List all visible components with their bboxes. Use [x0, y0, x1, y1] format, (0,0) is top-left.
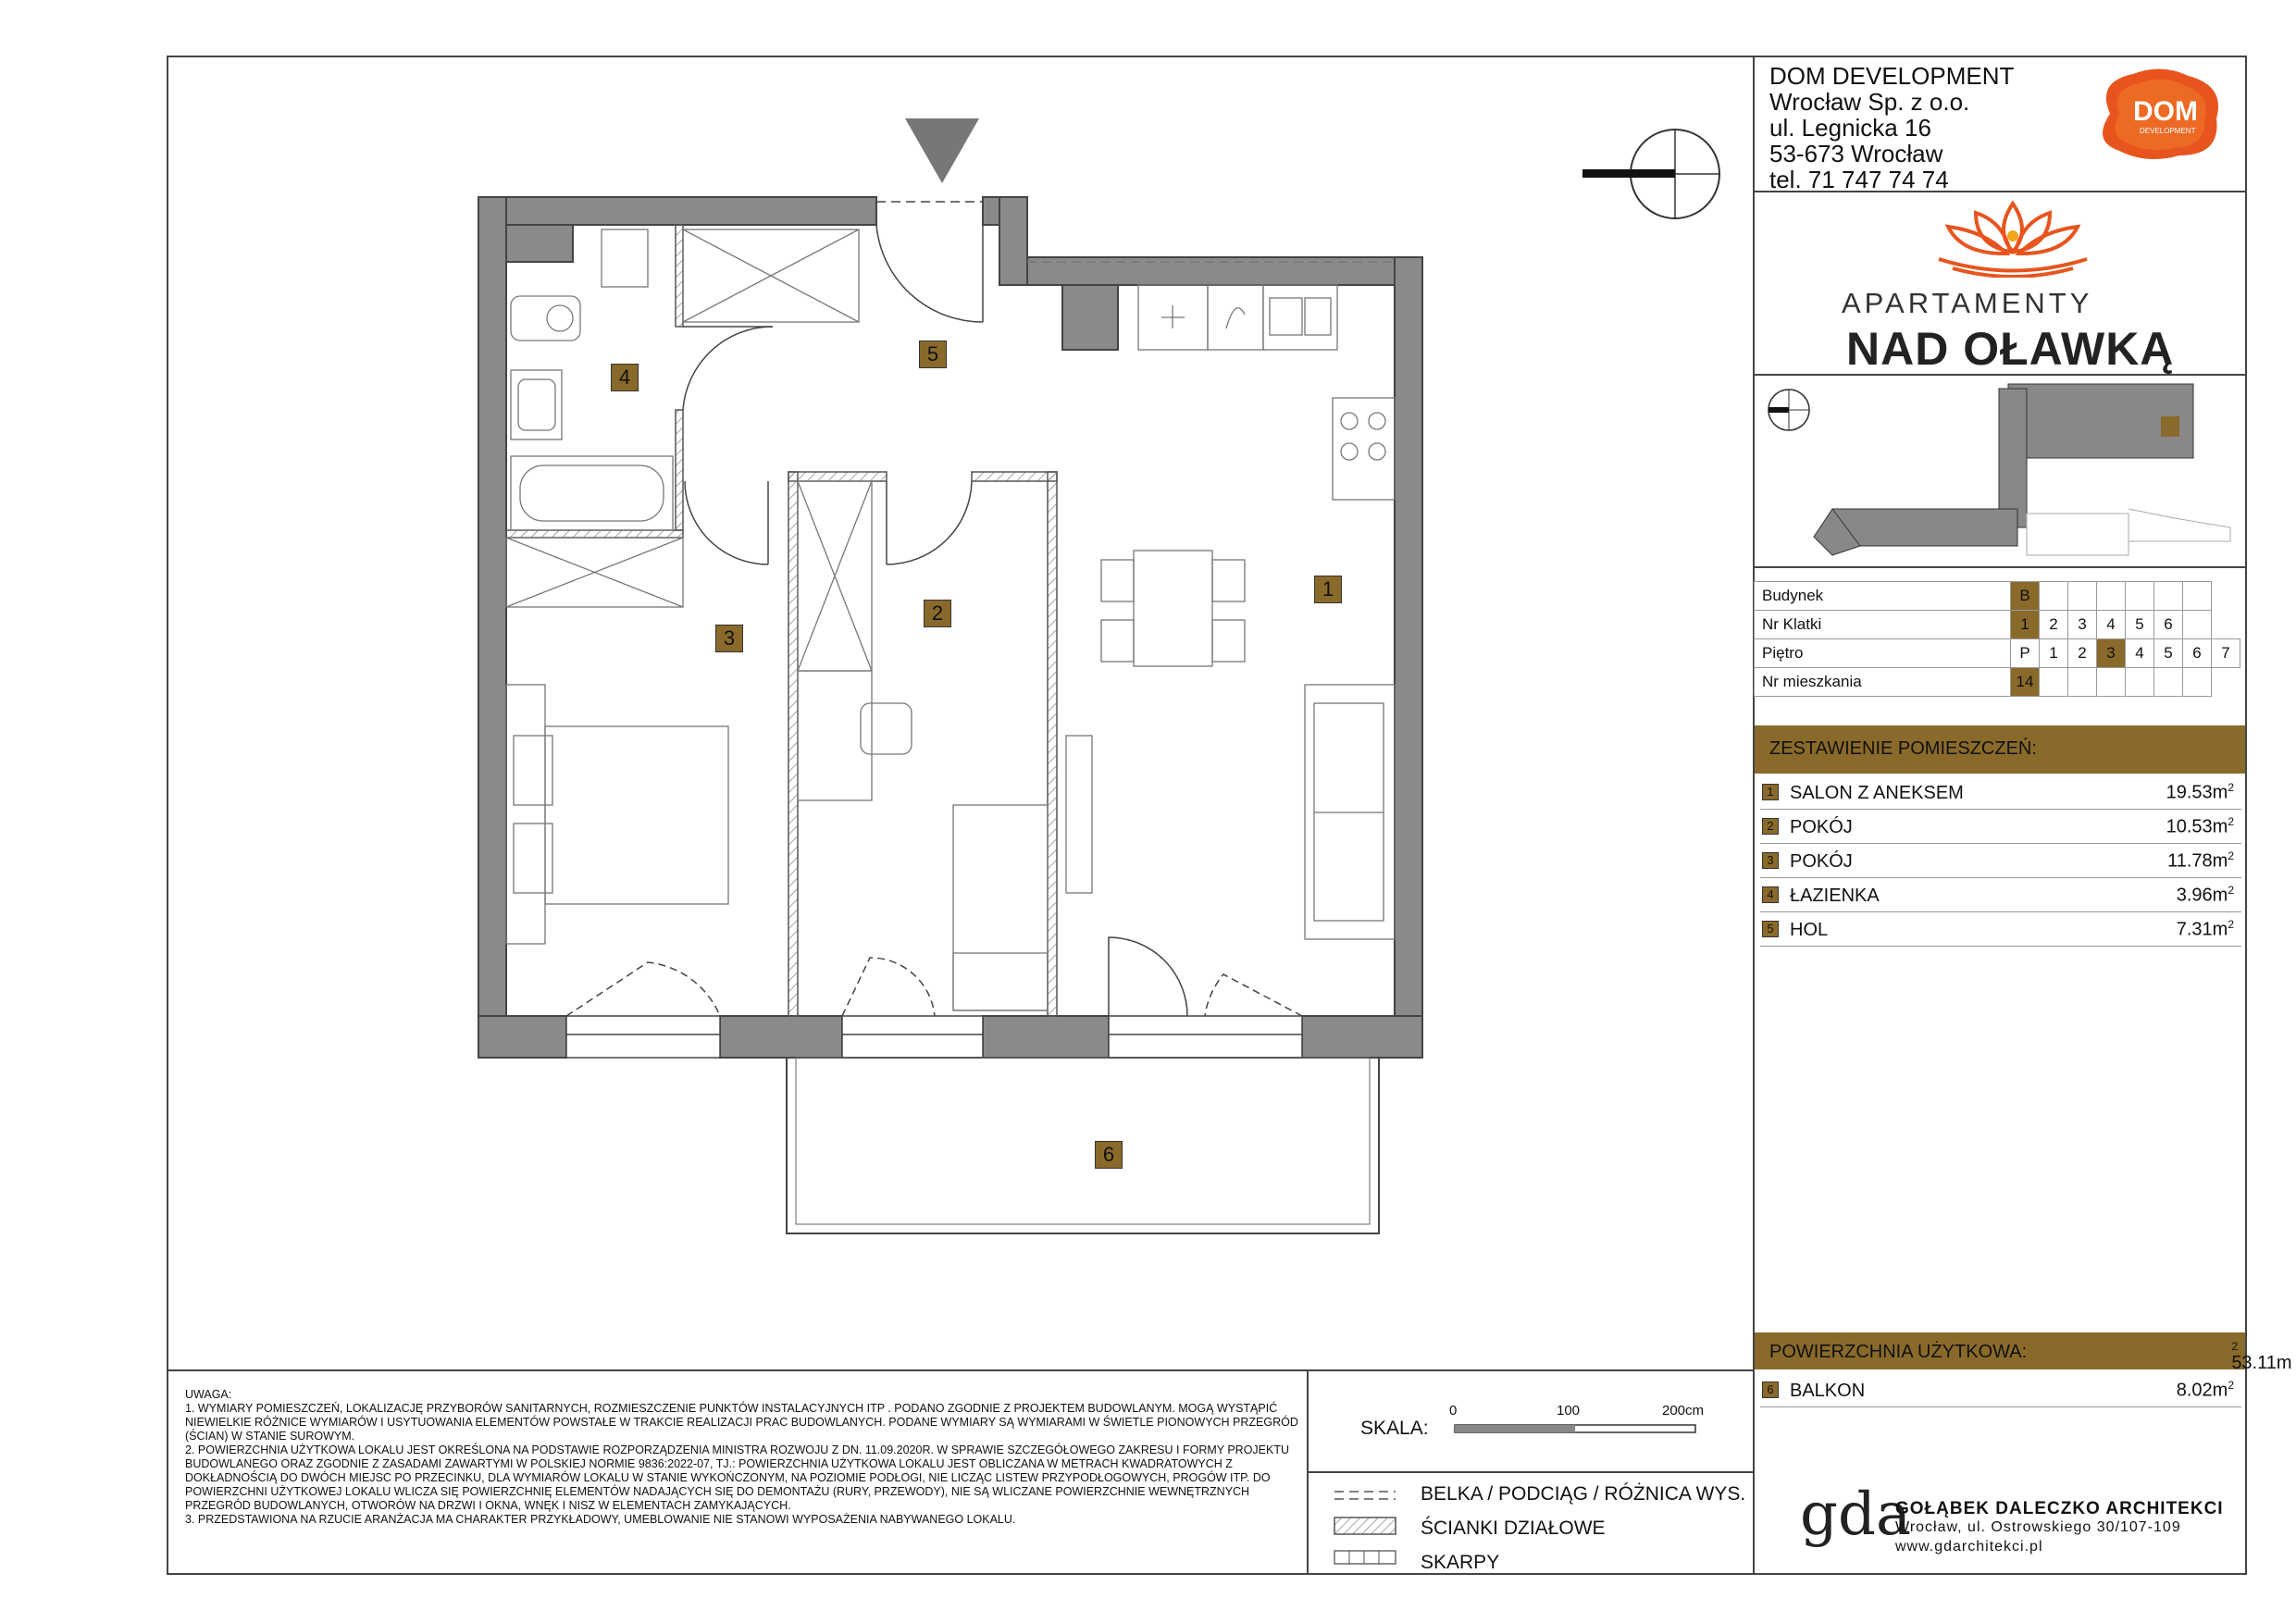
company-info — [1769, 63, 2014, 192]
room-name: POKÓJ — [1790, 817, 1853, 837]
company-name: DOM DEVELOPMENT — [1769, 62, 2015, 90]
room-name: HOL — [1790, 920, 1829, 940]
divider-legend — [1307, 1471, 1753, 1473]
gda-logo: gda — [1800, 1481, 1912, 1549]
room-row-4 — [1760, 878, 2241, 912]
divider-notes — [167, 1369, 1753, 1371]
stair-1: 1 — [2011, 611, 2040, 639]
legend-symbols — [1333, 1481, 1407, 1573]
legend-partition: ŚCIANKI DZIAŁOWE — [1421, 1518, 1606, 1539]
room-tag-5: 5 — [919, 341, 947, 368]
stair-4: 4 — [2097, 611, 2126, 639]
unit-info-table — [1754, 581, 2240, 697]
scale-label: SKALA: — [1360, 1418, 1429, 1439]
usable-area-bar — [1755, 1332, 2292, 1373]
stair-5: 5 — [2126, 611, 2154, 639]
floor-3: 3 — [2097, 639, 2126, 668]
flat-label: Nr mieszkania — [1755, 668, 2011, 697]
architect-address: Wrocław, ul. Ostrowskiego 30/107-109 — [1895, 1519, 2181, 1535]
balcony-row — [1760, 1373, 2241, 1407]
room-row-5 — [1760, 912, 2241, 947]
floor-2: 2 — [2068, 639, 2097, 668]
room-name: POKÓJ — [1790, 851, 1853, 872]
stair-2: 2 — [2040, 611, 2068, 639]
compass-icon — [1582, 130, 1719, 218]
legend-slope: SKARPY — [1421, 1552, 1500, 1573]
room-area: $3.96m^2$ — [2176, 884, 2234, 906]
room-row-1 — [1760, 775, 2241, 810]
company-phone: tel. 71 747 74 74 — [1769, 166, 1949, 193]
flat-number: 14 — [2011, 668, 2040, 697]
stair-6: 6 — [2154, 611, 2183, 639]
floor-5: 5 — [2154, 639, 2183, 668]
room-number: 6 — [1762, 1381, 1779, 1398]
usable-area-label: POWIERZCHNIA UŻYTKOWA: — [1769, 1342, 2028, 1362]
floor-4: 4 — [2126, 639, 2154, 668]
note-2: 2. POWIERZCHNIA UŻYTKOWA LOKALU JEST OKREŚLONA NA PODSTAWIE ROZPORZĄDZENIA MINISTRA ROZWOJU Z DN. 11.09.2020R. W SPRAWIE SZCZEGÓŁOWEGO ZAKRESU I FORMY PROJEKTU BUDOWLANEGO ORAZ ZGODNIE Z ZASADAMI ZAWARTYMI W POLSKIEJ NORMIE 9836:2022-07, TJ.: POWIERZCHNIA UŻYTKOWA LOKALU JEST OBLICZANA W METRACH KWADRATOWYCH Z DOKŁADNOŚCIĄ DO DWÓCH MIEJSC PO PRZECINKU, DLA WYMIARÓW LOKALU W STANIE WYKOŃCZONYM, NA POZIOMIE PODŁOGI, NIE LICZĄC LISTEW PRZYPODŁOGOWYCH, PROGÓW ITP. DO POWIERZCHNI UŻYTKOWEJ LOKALU WLICZA SIĘ POWIERZCHNIĘ ELEMENTÓW NADAJĄCYCH SIĘ DO DEMONTAŻU (RURY, PRZEWODY), NIE SĄ WLICZANE POWIERZCHNIE WEWNĘTRZNYCH PRZEGRÓD BUDOWLANYCH, OTWORÓW NA DRZWI I OKNA, WNĘK I NISZ W ELEMENTACH ZAMYKAJĄCYCH. — [185, 1443, 1290, 1512]
room-area: $19.53m^2$ — [2166, 781, 2234, 803]
room-tag-1: 1 — [1314, 576, 1342, 603]
room-row-2 — [1760, 810, 2241, 844]
company-line4: 53-673 Wrocław — [1769, 140, 1943, 167]
building-label: Budynek — [1755, 582, 2011, 611]
scale-tick-100: 100 — [1557, 1403, 1581, 1419]
room-number: 3 — [1762, 852, 1779, 869]
floor-label: Piętro — [1755, 639, 2011, 668]
company-line2: Wrocław Sp. z o.o. — [1769, 88, 1970, 116]
room-name: SALON Z ANEKSEM — [1790, 783, 1964, 803]
company-line3: ul. Legnicka 16 — [1769, 114, 1931, 142]
room-area: $10.53m^2$ — [2166, 815, 2234, 837]
note-3: 3. PRZEDSTAWIONA NA RZUCIE ARANŻACJA MA CHARAKTER PRZYKŁADOWY, UMEBLOWANIE NIE STANOWI WYPOSAŻENIA NABYWANEGO LOKALU. — [185, 1513, 1016, 1526]
dom-development-logo — [2091, 63, 2230, 165]
rooms-header: ZESTAWIENIE POMIESZCZEŃ: — [1769, 738, 2037, 759]
room-number: 1 — [1762, 784, 1779, 800]
room-name: BALKON — [1790, 1381, 1866, 1401]
balcony-outline — [787, 1058, 1379, 1233]
floor-6: 6 — [2183, 639, 2212, 668]
note-1: 1. WYMIARY POMIESZCZEŃ, LOKALIZACJĘ PRZYBORÓW SANITARNYCH, ROZMIESZCZENIE PUNKTÓW INSTALACYJNYCH ITP . PODANO ZGODNIE Z PROJEKTEM BUDOWLANYM. MOGĄ WYSTĄPIĆ NIEWIELKIE RÓŻNICE WYMIARÓW I USYTUOWANIA ELEMENTÓW POWSTAŁE W TRAKCIE REALIZACJI PRAC BUDOWLANYCH. PODANE WYMIARY SĄ WYMIARAMI W ŚWIETLE PIONOWYCH PRZEGRÓD (ŚCIAN) W STANIE SUROWYM. — [185, 1402, 1298, 1443]
room-number: 5 — [1762, 921, 1779, 937]
room-tag-6: 6 — [1095, 1141, 1123, 1169]
room-area: $8.02m^2$ — [2176, 1379, 2234, 1401]
key-plan — [1805, 379, 2240, 564]
project-subtitle: APARTAMENTY — [1842, 287, 2093, 319]
rooms-header-bar — [1755, 725, 2245, 774]
scale-tick-0: 0 — [1449, 1403, 1458, 1419]
legend-beam: BELKA / PODCIĄG / RÓŻNICA WYS. — [1421, 1483, 1746, 1505]
floor-p: P — [2011, 639, 2040, 668]
entrance-arrow-icon — [905, 118, 979, 183]
room-name: ŁAZIENKA — [1790, 886, 1880, 906]
room-tag-4: 4 — [611, 364, 639, 391]
project-title: NAD OŁAWKĄ — [1846, 323, 2175, 375]
room-number: 2 — [1762, 818, 1779, 835]
logo-text: DOM — [2133, 96, 2198, 127]
logo-subtext: DEVELOPMENT — [2140, 127, 2196, 135]
room-number: 4 — [1762, 886, 1779, 903]
floor-7: 7 — [2212, 639, 2240, 668]
building-value: B — [2011, 582, 2040, 611]
notes-title: UWAGA: — [185, 1388, 232, 1401]
divider-keyplan — [1753, 566, 2247, 568]
scale-tick-200: 200cm — [1662, 1403, 1705, 1419]
lotus-logo — [1925, 194, 2101, 278]
room-row-3 — [1760, 844, 2241, 878]
room-tag-2: 2 — [924, 600, 951, 627]
room-area: $7.31m^2$ — [2176, 918, 2234, 940]
floor-1: 1 — [2040, 639, 2068, 668]
notes-block — [185, 1388, 1305, 1527]
usable-area-value: 53.11m $^2$ — [2231, 1340, 2292, 1373]
stair-label: Nr Klatki — [1755, 611, 2011, 639]
room-tag-3: 3 — [715, 625, 743, 652]
stair-3: 3 — [2068, 611, 2097, 639]
architect-name: GOŁĄBEK DALECZKO ARCHITEKCI — [1895, 1499, 2224, 1518]
architect-website: www.gdarchitekci.pl — [1895, 1539, 2043, 1555]
room-area: $11.78m^2$ — [2167, 849, 2234, 872]
